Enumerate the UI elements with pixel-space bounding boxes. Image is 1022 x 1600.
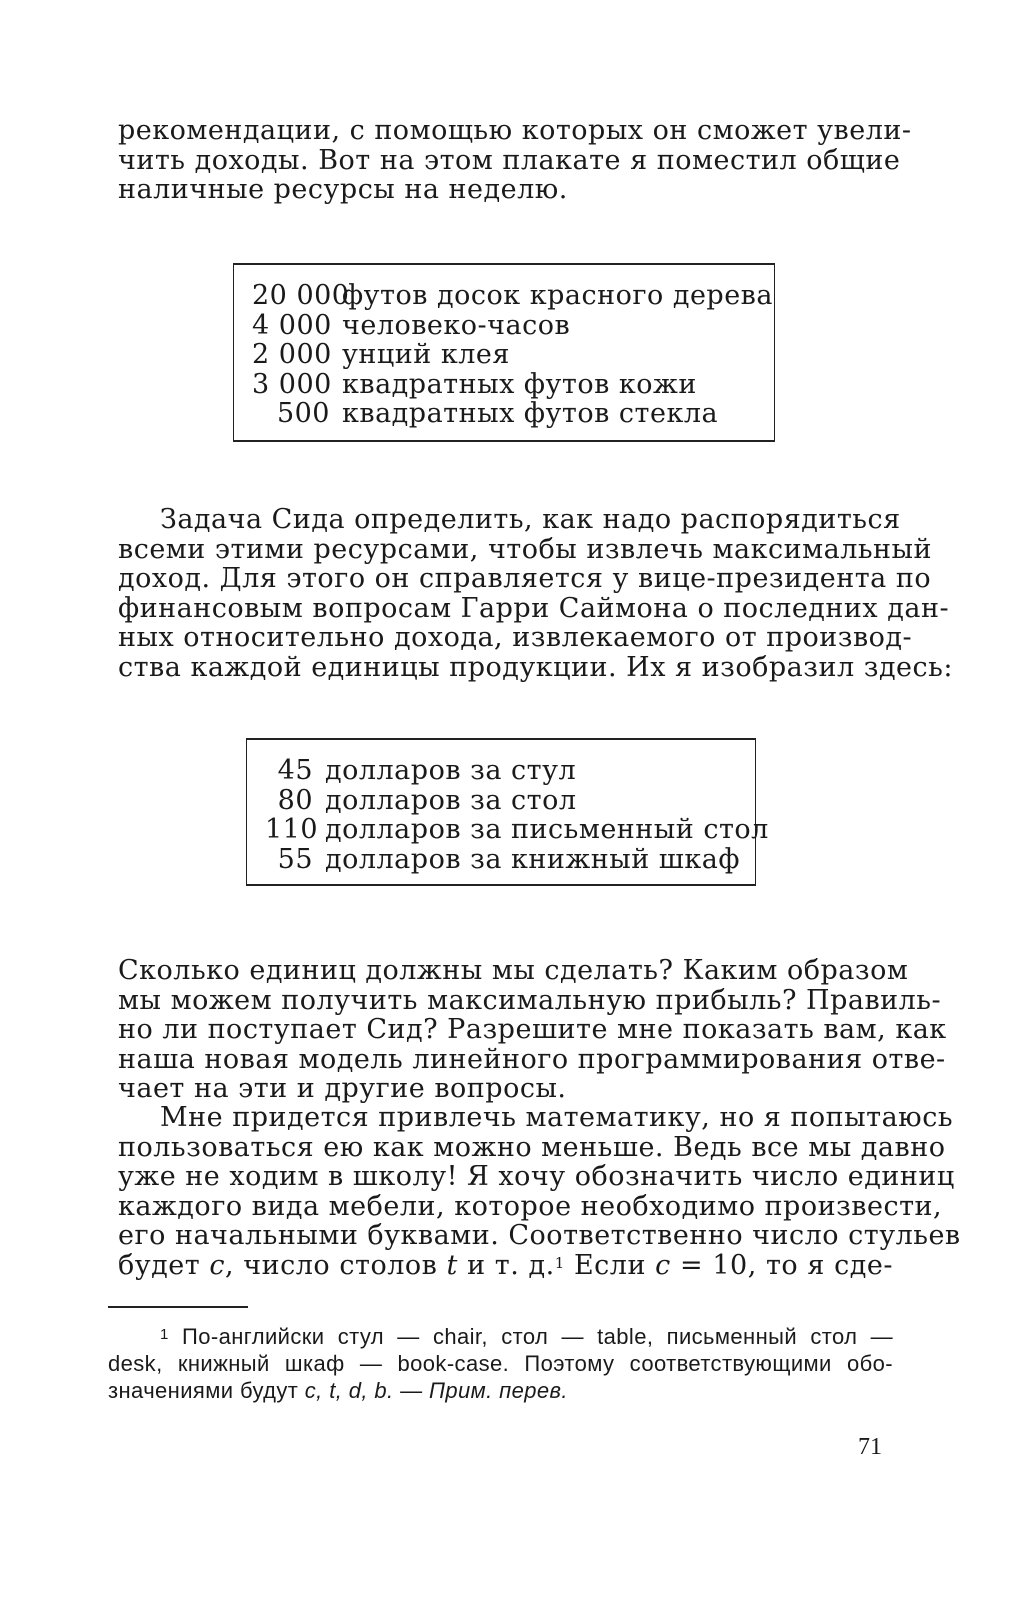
text-fragment: , число столов bbox=[225, 1249, 447, 1281]
paragraph-math bbox=[118, 1102, 961, 1281]
footnote-marker[interactable]: 1 bbox=[554, 1253, 565, 1272]
footnote-line: desk, книжный шкаф — book-case. Поэтому соответствующими обо- bbox=[108, 1351, 893, 1376]
text-line: чить доходы. Вот на этом плакате я поместил общие bbox=[118, 144, 901, 176]
resource-row bbox=[252, 399, 773, 429]
resources-table bbox=[233, 263, 775, 442]
footnote bbox=[108, 1323, 893, 1404]
text-line: доход. Для этого он справляется у вице-президента по bbox=[118, 563, 932, 594]
translator-note: Прим. перев. bbox=[429, 1378, 568, 1403]
resource-amount: 500 bbox=[276, 398, 330, 429]
text-line: рекомендации, с помощью которых он сможет увели- bbox=[118, 115, 912, 146]
resource-label: квадратных футов стекла bbox=[342, 398, 719, 429]
text-line: уже не ходим в школу! Я хочу обозначить число единиц bbox=[118, 1161, 955, 1192]
resource-amount: 2 000 bbox=[252, 339, 332, 370]
footnote-divider bbox=[108, 1306, 248, 1308]
text-line-variables bbox=[118, 1251, 893, 1281]
profit-amount: 55 bbox=[277, 843, 313, 875]
text-line: но ли поступает Сид? Разрешите мне показать вам, как bbox=[118, 1014, 947, 1045]
resource-row bbox=[252, 281, 773, 311]
profit-amount: 80 bbox=[277, 784, 313, 816]
resource-row bbox=[252, 370, 773, 400]
text-line: наличные ресурсы на неделю. bbox=[118, 174, 568, 205]
resource-amount: 3 000 bbox=[252, 368, 332, 400]
paragraph-task bbox=[118, 504, 953, 683]
resource-row bbox=[252, 311, 773, 341]
profit-row bbox=[265, 786, 769, 816]
profit-amount: 45 bbox=[277, 755, 313, 786]
resource-label: футов досок красного дерева bbox=[342, 280, 773, 311]
profit-row bbox=[265, 815, 769, 845]
profit-amount: 110 bbox=[265, 814, 319, 845]
resource-label: квадратных футов кожи bbox=[342, 368, 697, 400]
profits-table bbox=[246, 738, 769, 886]
footnote-text: значениями будут bbox=[108, 1378, 305, 1403]
text-line: ных относительно дохода, извлекаемого от производ- bbox=[118, 622, 913, 653]
text-line: пользоваться ею как можно меньше. Ведь все мы давно bbox=[118, 1131, 946, 1163]
footnote-variables: c, t, d, b. bbox=[304, 1378, 394, 1403]
text-line: каждого вида мебели, которое необходимо произвести, bbox=[118, 1190, 943, 1222]
profit-label: долларов за стол bbox=[325, 784, 577, 816]
text-line: Сколько единиц должны мы сделать? Каким образом bbox=[118, 955, 909, 986]
resource-label: унций клея bbox=[342, 339, 510, 370]
text-line: финансовым вопросам Гарри Саймона о последних дан- bbox=[118, 592, 950, 624]
footnote-line bbox=[108, 1323, 893, 1350]
profit-label: долларов за книжный шкаф bbox=[325, 843, 740, 875]
resource-row bbox=[252, 340, 773, 370]
footnote-text: По-английски стул — chair, стол — table, письменный стол — bbox=[182, 1324, 894, 1349]
profit-label: долларов за стул bbox=[325, 755, 577, 786]
text-fragment: будет bbox=[118, 1249, 210, 1281]
paragraph-questions bbox=[118, 955, 947, 1104]
variable-c: c bbox=[209, 1249, 226, 1281]
text-line: ства каждой единицы продукции. Их я изобразил здесь: bbox=[118, 651, 953, 683]
resource-label: человеко-часов bbox=[342, 309, 571, 341]
page-number: 71 bbox=[858, 1434, 882, 1460]
footnote-text: — bbox=[393, 1378, 429, 1403]
resource-amount: 20 000 bbox=[252, 280, 350, 311]
text-fragment: и т. д. bbox=[457, 1249, 555, 1281]
text-line: Мне придется привлечь математику, но я попытаюсь bbox=[160, 1102, 954, 1133]
footnote-number: 1 bbox=[160, 1326, 169, 1343]
profit-label: долларов за письменный стол bbox=[325, 814, 769, 845]
footnote-line bbox=[108, 1377, 893, 1404]
text-fragment: Если bbox=[564, 1249, 656, 1281]
profit-row bbox=[265, 756, 769, 786]
text-line: всеми этими ресурсами, чтобы извлечь максимальный bbox=[118, 533, 933, 565]
profit-row bbox=[265, 845, 769, 875]
text-line: его начальными буквами. Соответственно число стульев bbox=[118, 1220, 961, 1251]
variable-t: t bbox=[446, 1249, 458, 1281]
variable-c: c bbox=[655, 1249, 671, 1281]
text-line: мы можем получить максимальную прибыль? Правиль- bbox=[118, 984, 942, 1016]
text-line: Задача Сида определить, как надо распорядиться bbox=[160, 504, 901, 535]
text-fragment: = 10, то я сде- bbox=[670, 1249, 893, 1281]
resource-amount: 4 000 bbox=[252, 309, 332, 341]
paragraph-intro bbox=[118, 115, 912, 205]
text-line: наша новая модель линейного программирования отве- bbox=[118, 1043, 946, 1075]
text-line: чает на эти и другие вопросы. bbox=[118, 1073, 567, 1104]
